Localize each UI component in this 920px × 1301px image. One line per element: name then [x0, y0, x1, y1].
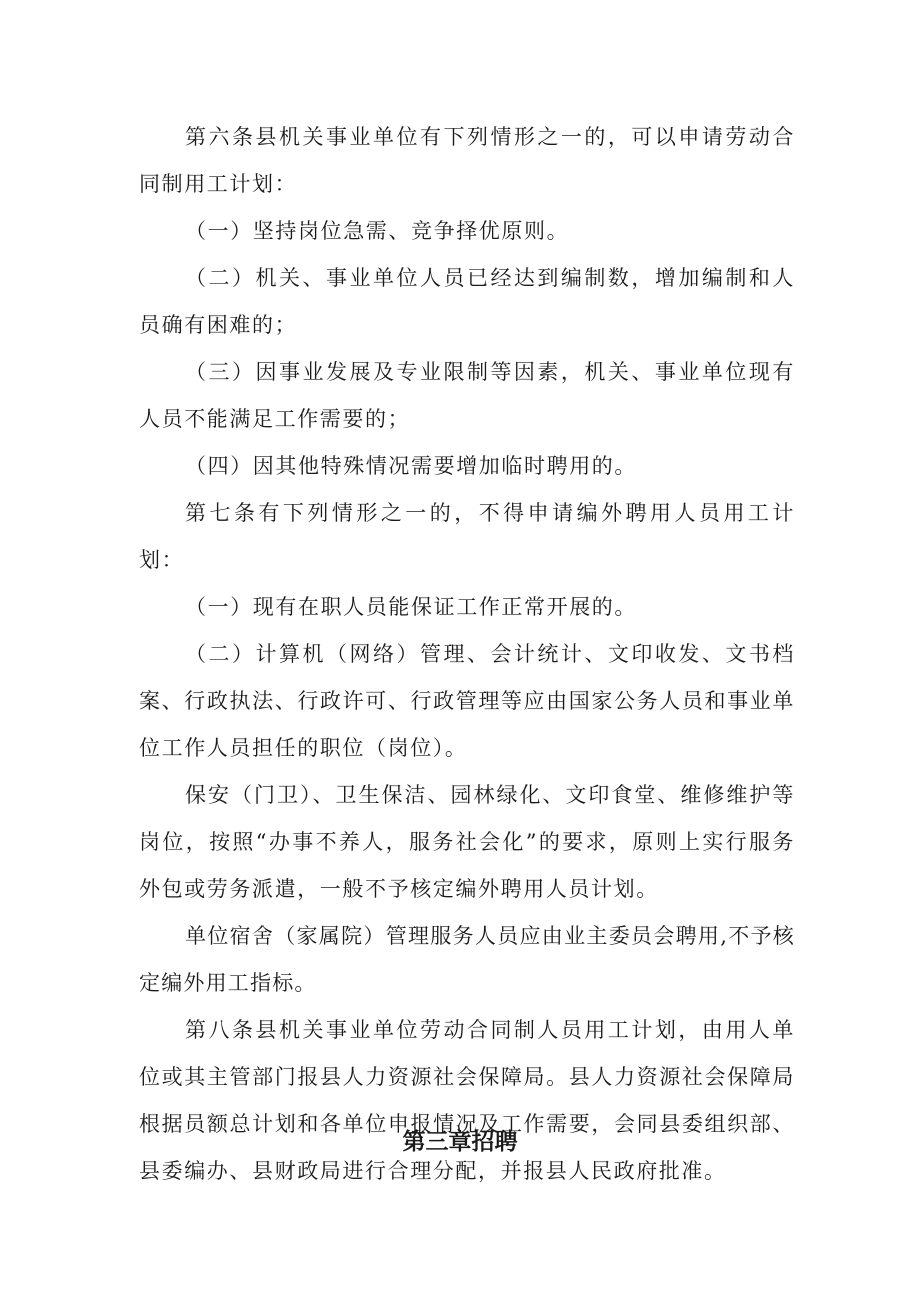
- document-body: [139, 114, 795, 1195]
- article-6-item-4: （四）因其他特殊情况需要增加临时聘用的。: [185, 454, 637, 478]
- chapter-heading: 第三章招聘: [402, 1129, 518, 1155]
- article-6-intro: 第六条县机关事业单位有下列情形之一的，可以申请劳动合同制用工计划：: [139, 125, 795, 196]
- article-7-note-dormitory: 单位宿舍（家属院）管理服务人员应由业主委员会聘用,不予核定编外用工指标。: [139, 924, 795, 995]
- article-6-item-1: （一）坚持岗位急需、竞争择优原则。: [185, 219, 570, 243]
- article-7-item-1: （一）现有在职人员能保证工作正常开展的。: [185, 595, 637, 619]
- article-7-item-2: （二）计算机（网络）管理、会计统计、文印收发、文书档案、行政执法、行政许可、行政管理等应由国家公务人员和事业单位工作人员担任的职位（岗位）。: [139, 642, 795, 760]
- article-6-item-2: （二）机关、事业单位人员已经达到编制数，增加编制和人员确有困难的；: [139, 266, 795, 337]
- article-8: 第八条县机关事业单位劳动合同制人员用工计划，由用人单位或其主管部门报县人力资源社会保障局。县人力资源社会保障局根据员额总计划和各单位申报情况及工作需要，会同县委组织部、县委编办、县财政局进行合理分配，并报县人民政府批准。: [139, 1018, 795, 1183]
- article-7-intro: 第七条有下列情形之一的，不得申请编外聘用人员用工计划：: [139, 501, 795, 572]
- article-6-item-3: （三）因事业发展及专业限制等因素，机关、事业单位现有人员不能满足工作需要的；: [139, 360, 795, 431]
- article-7-note-security: 保安（门卫）、卫生保洁、园林绿化、文印食堂、维修维护等岗位，按照“办事不养人，服务社会化”的要求，原则上实行服务外包或劳务派遣，一般不予核定编外聘用人员计划。: [139, 783, 795, 901]
